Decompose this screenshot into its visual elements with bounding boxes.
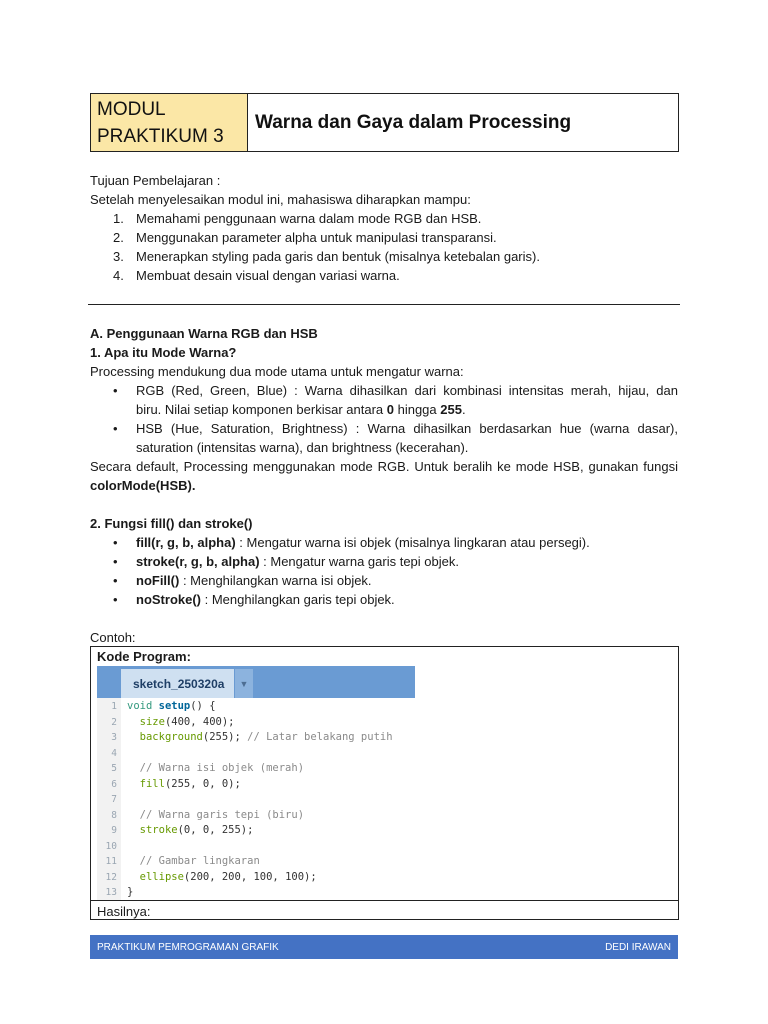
code-line [97,715,415,731]
function-desc: : Menghilangkan warna isi objek. [179,573,372,588]
sub2-title: 2. Fungsi fill() dan stroke() [90,516,253,531]
default-mode-line1: Secara default, Processing menggunakan mode RGB. Untuk beralih ke mode HSB, gunakan fungsi [90,459,678,474]
code-text: void setup() { [127,700,216,712]
objective-text: Memahami penggunaan warna dalam mode RGB dan HSB. [136,211,482,226]
code-line [97,730,415,746]
function-desc: : Mengatur warna isi objek (misalnya lingkaran atau persegi). [235,535,590,550]
line-number: 6 [111,778,117,790]
objective-text: Menggunakan parameter alpha untuk manipulasi transparansi. [136,230,497,245]
objective-text: Menerapkan styling pada garis dan bentuk (misalnya ketebalan garis). [136,249,540,264]
objective-item [113,266,400,285]
page-footer [90,935,678,959]
line-number: 11 [105,856,117,867]
hsb-line1: HSB (Hue, Saturation, Brightness) : Warna dihasilkan berdasarkan hue (warna dasar), [136,421,678,436]
function-item [113,590,678,609]
rgb-min-value: 0 [386,402,394,417]
code-editor-screenshot [97,666,415,900]
bullet-dot: • [113,592,118,607]
objectives-intro: Setelah menyelesaikan modul ini, mahasiswa diharapkan mampu: [90,192,471,207]
hsb-line2: saturation (intensitas warna), dan brightness (kecerahan). [136,440,469,455]
function-name: noFill() [136,573,180,588]
line-number: 2 [111,716,117,728]
default-mode-line2 [90,476,195,495]
code-line [97,777,415,793]
bullet-dot: • [113,421,118,436]
code-line [97,870,415,886]
function-name: fill(r, g, b, alpha) [136,535,236,550]
code-text: background(255); // Latar belakang putih [139,731,393,743]
rgb-line2 [136,400,678,419]
sub1-intro: Processing mendukung dua mode utama untuk mengatur warna: [90,364,464,379]
section-a-title: A. Penggunaan Warna RGB dan HSB [90,326,318,341]
module-label-cell [91,94,248,151]
module-label-line2: PRAKTIKUM 3 [97,126,224,147]
code-program-label: Kode Program: [97,649,191,664]
rgb-bullet [113,381,678,419]
footer-author: DEDI IRAWAN [605,941,671,953]
sub1-title: 1. Apa itu Mode Warna? [90,345,237,360]
function-name: stroke(r, g, b, alpha) [136,554,260,569]
colormode-function: colorMode(HSB) [90,478,192,493]
line-number: 10 [105,840,117,852]
code-line [97,854,415,870]
function-item [113,571,678,590]
code-line [97,808,415,824]
sketch-tab: sketch_250320a [121,669,234,698]
objective-number: 2. [113,230,124,245]
code-line [97,885,415,900]
code-line [97,746,415,762]
module-header-table [90,93,679,152]
module-title-cell [248,94,678,151]
code-text: // Warna isi objek (merah) [139,762,305,774]
rgb-line2-mid: hingga [393,402,441,417]
code-line [97,761,415,777]
hsb-bullet [113,419,678,457]
function-item [113,533,678,552]
module-label-line1: MODUL [97,99,166,120]
line-number: 7 [111,794,117,805]
line-number: 4 [111,747,117,759]
objective-item [113,228,497,247]
code-text: // Gambar lingkaran [139,855,260,867]
objective-number: 4. [113,268,124,283]
bullet-dot: • [113,573,118,588]
code-text: size(400, 400); [139,715,235,728]
code-line [97,792,415,808]
function-name: noStroke() [136,592,201,607]
objective-number: 1. [113,211,124,226]
result-label: Hasilnya: [97,904,151,919]
page-title: Warna dan Gaya dalam Processing [255,111,572,133]
objective-item [113,209,481,228]
line-number: 13 [105,887,117,898]
objectives-heading: Tujuan Pembelajaran : [90,173,221,188]
line-number: 1 [111,701,117,712]
section-divider [88,304,680,305]
code-text: // Warna garis tepi (biru) [139,808,305,821]
bullet-dot: • [113,383,118,398]
rgb-max-value: 255 [440,402,462,417]
code-text: stroke(0, 0, 255); [139,824,254,836]
bullet-dot: • [113,554,118,569]
line-number: 5 [111,763,117,774]
code-text: ellipse(200, 200, 100, 100); [139,870,317,883]
code-line [97,839,415,855]
default-mode-end: . [191,478,196,493]
bullet-dot: • [113,535,118,550]
code-text: fill(255, 0, 0); [139,777,241,790]
function-item [113,552,678,571]
objective-number: 3. [113,249,124,264]
rgb-line1: RGB (Red, Green, Blue) : Warna dihasilkan dari kombinasi intensitas merah, hijau, dan [136,383,678,398]
objective-item [113,247,540,266]
code-table-divider [90,900,679,901]
code-line [97,823,415,839]
line-number: 3 [111,732,117,743]
rgb-line2-text: biru. Nilai setiap komponen berkisar antara [136,402,387,417]
editor-tab-bar [97,666,415,698]
footer-course: PRAKTIKUM PEMROGRAMAN GRAFIK [97,941,279,953]
example-label: Contoh: [90,630,136,645]
line-number: 12 [105,871,117,883]
tab-menu-arrow-icon: ▼ [235,669,253,698]
code-text: } [127,886,134,898]
rgb-line2-end: . [461,402,466,417]
line-number: 9 [111,825,117,836]
objective-text: Membuat desain visual dengan variasi warna. [136,268,400,283]
code-line [97,699,415,715]
function-desc: : Mengatur warna garis tepi objek. [259,554,459,569]
function-desc: : Menghilangkan garis tepi objek. [201,592,395,607]
line-number: 8 [111,809,117,821]
